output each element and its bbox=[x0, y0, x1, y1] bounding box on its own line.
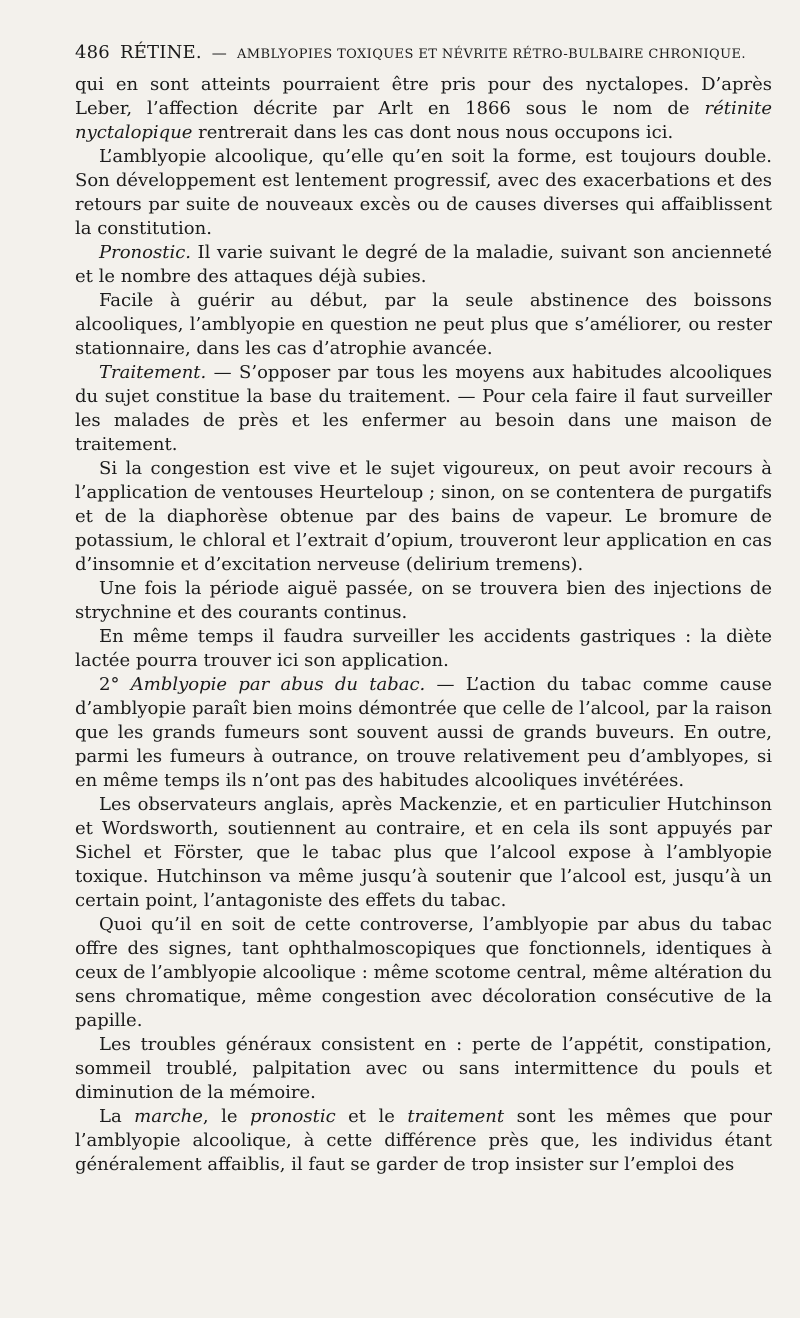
paragraph-12: Les troubles généraux consistent en : perte de l’appétit, constipation, sommeil troublé, palpitation avec ou sans intermittence du pouls et diminution de la mémoire. bbox=[75, 1034, 772, 1103]
section-title: RÉTINE. bbox=[119, 42, 202, 63]
paragraph-10: Les observateurs anglais, après Mackenzie, et en particulier Hutchinson et Wordsworth, soutiennent au contraire, et en cela ils sont appuyés par Sichel et Förster, que le tabac plus que l’alcool expose à l’amblyopie toxique. Hutchinson va même jusqu’à soutenir que l’alcool est, jusqu’à un certain point, l’antagoniste des effets du tabac. bbox=[75, 794, 772, 911]
paragraph-tobacco: 2° Amblyopie par abus du tabac. — L’action du tabac comme cause d’amblyopie paraît bien moins démontrée que celle de l’alcool, par la raison que les grands fumeurs sont souvent aussi de grands buveurs. En outre, parmi les fumeurs à outrance, on trouve relativement peu d’amblyopes, si en même temps ils n’ont pas des habitudes alcooliques invétérées. bbox=[75, 674, 772, 791]
heading-traitement: Traitement. bbox=[99, 362, 207, 383]
heading-pronostic: Pronostic. bbox=[99, 242, 192, 263]
heading-amblyopie-tabac: Amblyopie par abus du tabac. bbox=[130, 674, 426, 695]
paragraph-1: qui en sont atteints pourraient être pris pour des nyctalopes. D’après Leber, l’affection décrite par Arlt en 1866 sous le nom de rétinite nyctalopique rentrerait dans les cas dont nous nous occupons ici. bbox=[75, 74, 772, 143]
paragraph-2: L’amblyopie alcoolique, qu’elle qu’en soit la forme, est toujours double. Son développement est lentement progressif, avec des exacerbations et des retours par suite de nouveaux excès ou de causes diverses qui affaiblissent la constitution. bbox=[75, 146, 772, 239]
term-pronostic: pronostic bbox=[249, 1106, 336, 1127]
header-dash: — bbox=[211, 44, 227, 62]
paragraph-4: Facile à guérir au début, par la seule abstinence des boissons alcooliques, l’amblyopie en question ne peut plus que s’améliorer, ou rester stationnaire, dans les cas d’atrophie avancée. bbox=[75, 290, 772, 359]
paragraph-6: Si la congestion est vive et le sujet vigoureux, on peut avoir recours à l’application de ventouses Heurteloup ; sinon, on se contentera de purgatifs et de la diaphorèse obtenue par des bains de vapeur. Le bromure de potassium, le chloral et l’extrait d’opium, trouveront leur application en cas d’insomnie et d’excitation nerveuse (delirium tremens). bbox=[75, 458, 772, 575]
paragraph-8: En même temps il faudra surveiller les accidents gastriques : la diète lactée pourra trouver ici son application. bbox=[75, 626, 772, 671]
paragraph-treatment: Traitement. — S’opposer par tous les moyens aux habitudes alcooliques du sujet constitue la base du traitement. — Pour cela faire il faut surveiller les malades de près et les enfermer au besoin dans une maison de traitement. bbox=[75, 362, 772, 455]
term-marche: marche bbox=[134, 1106, 203, 1127]
paragraph-7: Une fois la période aiguë passée, on se trouvera bien des injections de strychnine et des courants continus. bbox=[75, 578, 772, 623]
paragraph-13: La marche, le pronostic et le traitement sont les mêmes que pour l’amblyopie alcoolique, à cette différence près que, les individus étant généralement affaiblis, il faut se garder de trop insister sur l’emploi des bbox=[75, 1106, 772, 1175]
running-header bbox=[75, 42, 772, 63]
term-retinite-nyctalopique: rétinite nyctalopique bbox=[75, 98, 772, 143]
term-traitement: traitement bbox=[407, 1106, 505, 1127]
paragraph-11: Quoi qu’il en soit de cette controverse, l’amblyopie par abus du tabac offre des signes, tant ophthalmoscopiques que fonctionnels, identiques à ceux de l’amblyopie alcoolique : même scotome central, même altération du sens chromatique, même congestion avec décoloration consécutive de la papille. bbox=[75, 914, 772, 1031]
paragraph-prognosis: Pronostic. Il varie suivant le degré de la maladie, suivant son ancienneté et le nombre des attaques déjà subies. bbox=[75, 242, 772, 287]
page-number: 486 bbox=[75, 42, 110, 63]
page-body bbox=[75, 73, 772, 1177]
header-subtitle: AMBLYOPIES TOXIQUES ET NÉVRITE RÉTRO-BULBAIRE CHRONIQUE. bbox=[237, 47, 746, 62]
